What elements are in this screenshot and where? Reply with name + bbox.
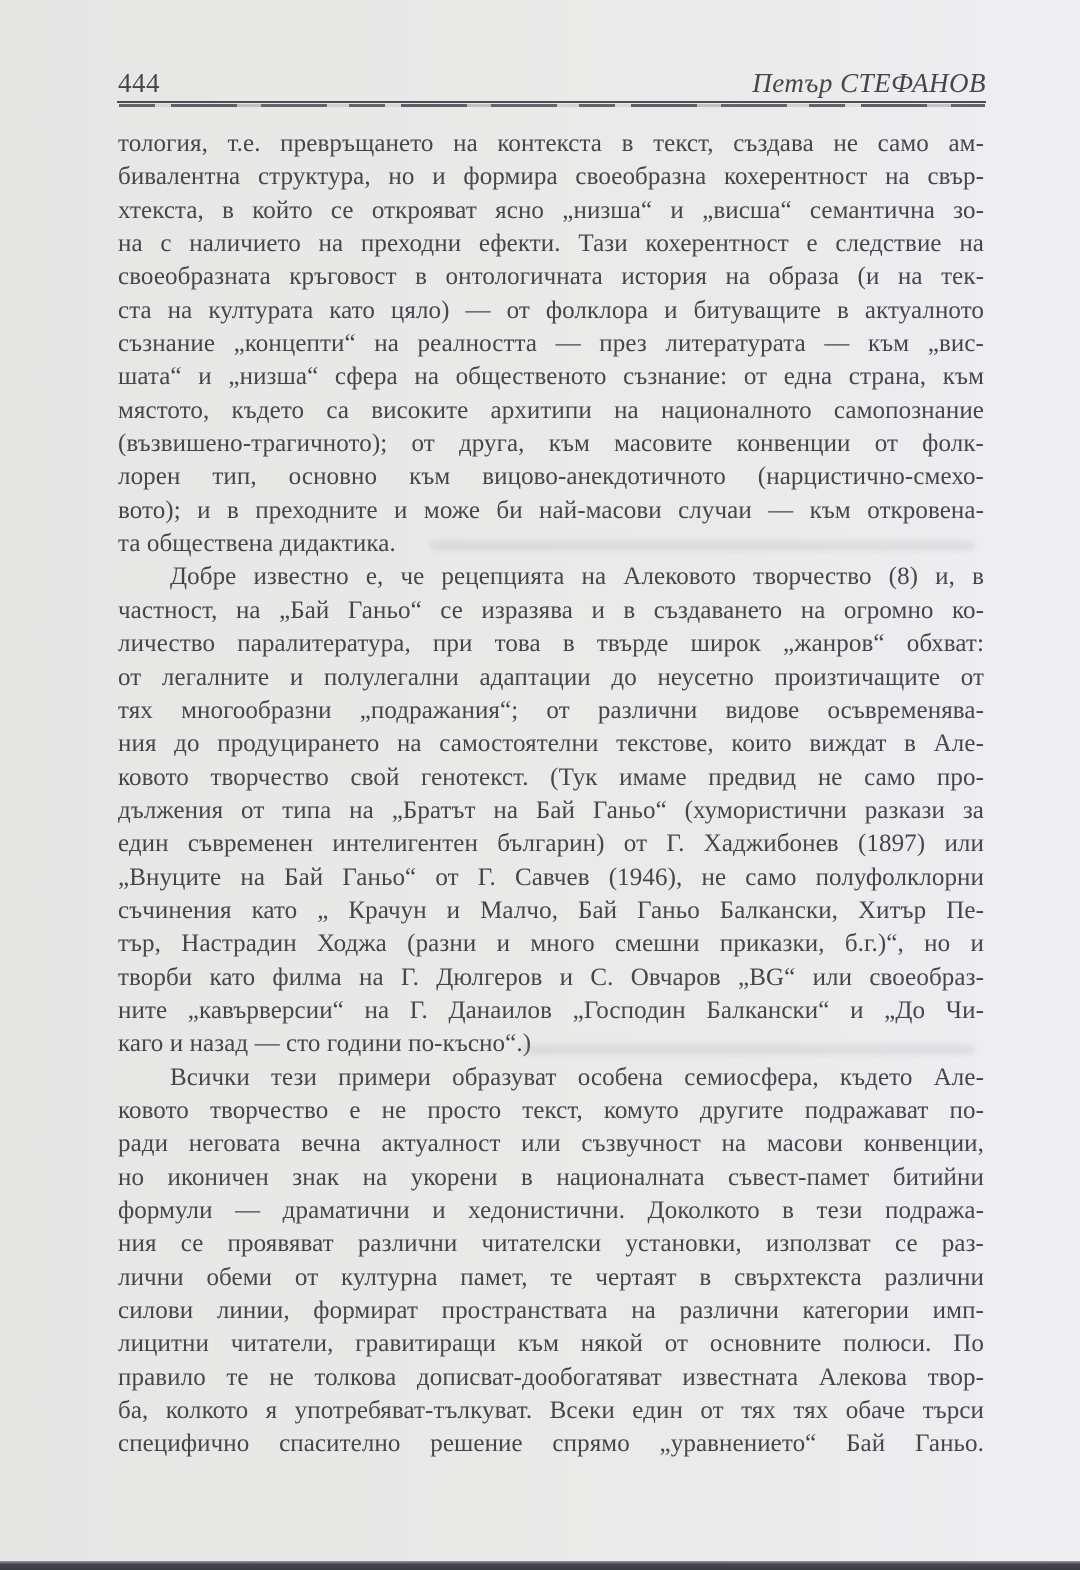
- text-line: лорен тип, основно към вицово-анекдотичното (нарцистично-смехо-: [118, 463, 984, 491]
- text-line: творби като филма на Г. Дюлгеров и С. Овчаров „BG“ или своеобраз-: [118, 963, 984, 991]
- text-line: тър, Настрадин Ходжа (разни и много смешни приказки, б.г.)“, но и: [118, 930, 984, 958]
- text-line: правило те не толкова дописват-дообогатяват известната Алекова твор-: [118, 1363, 984, 1391]
- body-text: [118, 127, 984, 1461]
- text-line: частност, на „Бай Ганьо“ се изразява и в създаването на огромно ко-: [118, 596, 984, 624]
- text-line: формули — драматични и хедонистични. Доколкото в тези подража-: [118, 1197, 984, 1224]
- text-line: мястото, където са високите архитипи на националното самопознание: [118, 396, 984, 424]
- text-line: ния до продуцирането на самостоятелни текстове, които виждат в Але-: [118, 730, 984, 758]
- text-line: специфично спасително решение спрямо „уравнението“ Бай Ганьо.: [118, 1430, 984, 1458]
- paragraph-3: [118, 1061, 984, 1461]
- text-line: тях многообразни „подражания“; от различни видове осъвременява-: [118, 696, 984, 724]
- text-line: (възвишено-трагичното); от друга, към масовите конвенции от фолк-: [118, 430, 984, 458]
- text-line: „Внуците на Бай Ганьо“ от Г. Савчев (1946), не само полуфолклорни: [118, 863, 984, 891]
- text-line: тология, т.е. превръщането на контекста в текст, създава не само ам-: [118, 130, 984, 157]
- text-line: лични обеми от културна памет, те чертаят в свърхтекста различни: [118, 1263, 984, 1291]
- text-line: но иконичен знак на укорени в националната съвест-памет битийни: [118, 1163, 984, 1191]
- text-line: хтекста, в който се открояват ясно „низша“ и „висша“ семантична зо-: [118, 196, 984, 224]
- text-line: шата“ и „низша“ сфера на общественото съзнание: от една страна, към: [118, 363, 984, 391]
- text-line: ковото творчество свой генотекст. (Тук имаме предвид не само про-: [118, 763, 984, 791]
- scan-bleedthrough-artifact: [430, 540, 975, 551]
- text-line: ния се проявяват различни читателски установки, използват се раз-: [118, 1230, 984, 1258]
- scan-bleedthrough-artifact: [520, 1044, 975, 1055]
- text-line: Добре известно е, че рецепцията на Алековото творчество (8) и, в: [170, 563, 984, 591]
- text-line: дължения от типа на „Братът на Бай Ганьо“ (хумористични разкази за: [118, 796, 984, 824]
- paragraph-2: [118, 560, 984, 1060]
- text-line: личество паралитература, при това в твърде широк „жанров“ обхват:: [118, 630, 984, 658]
- text-line: своеобразната кръговост в онтологичната история на образа (и на тек-: [118, 263, 984, 291]
- text-line: съчинения като „ Крачун и Малчо, Бай Ганьо Балкански, Хитър Пе-: [118, 896, 984, 924]
- text-line: ста на културата като цяло) — от фолклора и битуващите в актуалното: [118, 296, 984, 324]
- text-line: вото); и в преходните и може би най-масови случаи — към откровена-: [118, 496, 984, 524]
- header-rule: [117, 101, 986, 109]
- text-line: един съвременен интелигентен българин) от Г. Хаджибонев (1897) или: [118, 830, 984, 858]
- running-head-author: Петър СТЕФАНОВ: [752, 68, 986, 98]
- text-line: на с наличието на преходни ефекти. Тази кохерентност е следствие на: [118, 230, 984, 258]
- scan-page-edge: [0, 1561, 1080, 1570]
- text-line: та обществена дидактика.: [118, 530, 396, 558]
- text-line: ради неговата вечна актуалност или съзвучност на масови конвенции,: [118, 1130, 984, 1158]
- text-line: каго и назад — сто години по-късно“.): [118, 1030, 532, 1058]
- text-line: съзнание „концепти“ на реалността — през литературата — към „вис-: [118, 330, 984, 358]
- page-header: [118, 68, 986, 99]
- text-line: силови линии, формират пространствата на различни категории имп-: [118, 1297, 984, 1325]
- text-line: от легалните и полулегални адаптации до неусетно произтичащите от: [118, 663, 984, 691]
- text-line: ните „кавърверсии“ на Г. Данаилов „Господин Балкански“ и „До Чи-: [118, 996, 984, 1024]
- text-line: ба, колкото я употребяват-тълкуват. Всеки един от тях тях обаче търси: [118, 1397, 984, 1425]
- text-line: лицитни читатели, гравитиращи към някой от основните полюси. По: [118, 1330, 984, 1358]
- text-line: ковото творчество е не просто текст, комуто другите подражават по-: [118, 1096, 984, 1124]
- text-line: бивалентна структура, но и формира своеобразна кохерентност на свър-: [118, 163, 984, 191]
- paragraph-1: [118, 127, 984, 560]
- text-line: Всички тези примери образуват особена семиосфера, където Але-: [170, 1063, 984, 1091]
- page-number: 444: [118, 68, 160, 98]
